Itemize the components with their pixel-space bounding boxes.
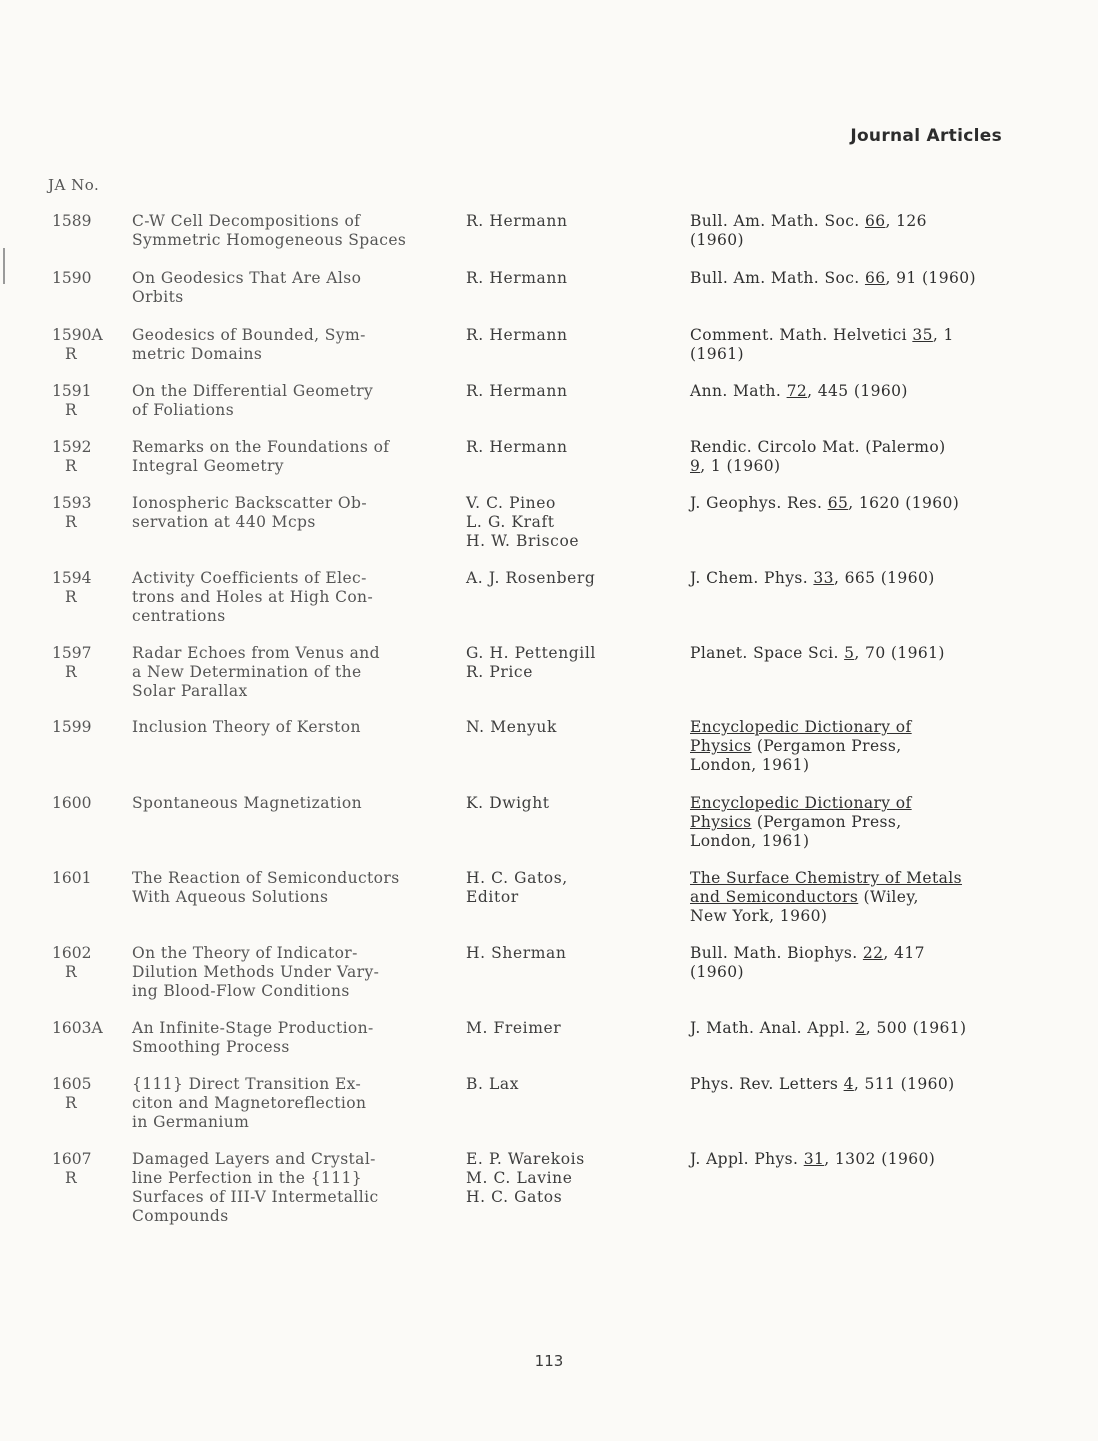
author-line: R. Hermann (466, 438, 568, 456)
section-title: Journal Articles (850, 126, 1002, 146)
title-line: An Infinite-Stage Production- (132, 1019, 374, 1037)
entry-title (132, 494, 452, 532)
title-line: Smoothing Process (132, 1038, 290, 1056)
entry-number-cell (52, 269, 122, 288)
reference-line: Bull. Math. Biophys. 22, 417 (690, 944, 925, 962)
entry-number-cell (52, 569, 122, 607)
column-label: JA No. (48, 176, 100, 194)
title-line: On Geodesics That Are Also (132, 269, 362, 287)
reference-line (690, 869, 1010, 888)
title-line: Geodesics of Bounded, Sym- (132, 326, 366, 344)
page-number: 113 (534, 1352, 564, 1370)
entry-title (132, 718, 452, 737)
entry-title (132, 438, 452, 476)
entry-reference (690, 1075, 1010, 1094)
underlined-text: 33 (813, 569, 834, 587)
entry-authors (466, 326, 676, 345)
title-line: ing Blood-Flow Conditions (132, 982, 350, 1000)
entry-authors (466, 1150, 676, 1207)
reference-line: (1960) (690, 963, 744, 981)
entry-title (132, 569, 452, 626)
entry-reference (690, 869, 1010, 926)
entry-number: 1590A (52, 326, 103, 344)
entry-authors (466, 718, 676, 737)
entry-number: 1592 (52, 438, 92, 456)
entry-number: 1599 (52, 718, 92, 736)
reference-line: Physics (Pergamon Press, (690, 813, 902, 831)
entry-title (132, 644, 452, 701)
author-line: G. H. Pettengill (466, 644, 596, 662)
underlined-text: 31 (803, 1150, 825, 1168)
reference-line: J. Math. Anal. Appl. 2, 500 (1961) (690, 1019, 967, 1037)
reference-line: J. Chem. Phys. 33, 665 (1960) (690, 569, 935, 587)
reference-line: Physics (Pergamon Press, (690, 737, 902, 755)
underlined-text: 66 (864, 269, 886, 287)
entry-reference (690, 569, 1010, 588)
title-line: Orbits (132, 288, 184, 306)
reference-line: Bull. Am. Math. Soc. 66, 91 (1960) (690, 269, 976, 287)
entry-authors (466, 1019, 676, 1038)
entry-title (132, 212, 452, 250)
underlined-text: 66 (864, 212, 886, 230)
entry-number: 1591 (52, 382, 92, 400)
entry-authors (466, 1075, 676, 1094)
entry-suffix: R (65, 1094, 77, 1112)
entry-reference (690, 382, 1010, 401)
title-line: Spontaneous Magnetization (132, 794, 362, 812)
title-line: Symmetric Homogeneous Spaces (132, 231, 407, 249)
title-line: Damaged Layers and Crystal- (132, 1150, 376, 1168)
author-line: B. Lax (466, 1075, 520, 1093)
entry-title (132, 944, 452, 1001)
entry-authors (466, 944, 676, 963)
author-line: A. J. Rosenberg (466, 569, 596, 587)
underlined-text: 9 (690, 457, 701, 475)
entry-title (132, 1075, 452, 1132)
entry-number: 1602 (52, 944, 92, 962)
author-line: H. W. Briscoe (466, 532, 580, 550)
entry-reference (690, 1019, 1010, 1038)
reference-line: J. Geophys. Res. 65, 1620 (1960) (690, 494, 960, 512)
title-line: C-W Cell Decompositions of (132, 212, 361, 230)
entry-number-cell (52, 869, 122, 888)
underlined-text: Encyclopedic Dictionary of (690, 794, 912, 812)
title-line: citon and Magnetoreflection (132, 1094, 367, 1112)
entry-number: 1607 (52, 1150, 92, 1168)
entry-suffix: R (65, 457, 77, 475)
title-line: On the Differential Geometry (132, 382, 374, 400)
title-line: The Reaction of Semiconductors (132, 869, 400, 887)
entry-number-cell (52, 718, 122, 737)
reference-line (690, 718, 1010, 737)
entry-number: 1603A (52, 1019, 103, 1037)
title-line: servation at 440 Mcps (132, 513, 316, 531)
underlined-text: 5 (844, 644, 855, 662)
author-line: K. Dwight (466, 794, 550, 812)
entry-number-cell (52, 212, 122, 231)
entry-authors (466, 269, 676, 288)
entry-number-cell (52, 326, 122, 364)
author-line: R. Hermann (466, 269, 568, 287)
entry-number: 1590 (52, 269, 92, 287)
author-line: N. Menyuk (466, 718, 557, 736)
entry-reference (690, 794, 1010, 851)
title-line: Compounds (132, 1207, 229, 1225)
author-line: R. Hermann (466, 212, 568, 230)
title-line: Remarks on the Foundations of (132, 438, 390, 456)
entry-authors (466, 438, 676, 457)
underlined-text: 22 (862, 944, 884, 962)
entry-reference (690, 269, 1010, 288)
author-line: R. Price (466, 663, 533, 681)
title-line: Integral Geometry (132, 457, 284, 475)
entry-reference (690, 438, 1010, 476)
entry-suffix: R (65, 513, 77, 531)
reference-line: (1960) (690, 231, 744, 249)
reference-line: 9, 1 (1960) (690, 457, 781, 475)
entry-number-cell (52, 944, 122, 982)
author-line: H. Sherman (466, 944, 567, 962)
underlined-text: 2 (855, 1019, 866, 1037)
entry-number: 1605 (52, 1075, 92, 1093)
entry-number: 1597 (52, 644, 92, 662)
reference-line: New York, 1960) (690, 907, 828, 925)
entry-authors (466, 644, 676, 682)
underlined-text: Physics (690, 737, 752, 755)
reference-line: J. Appl. Phys. 31, 1302 (1960) (690, 1150, 936, 1168)
entry-reference (690, 494, 1010, 513)
reference-line: Rendic. Circolo Mat. (Palermo) (690, 438, 946, 456)
entry-reference (690, 644, 1010, 663)
reference-line: London, 1961) (690, 756, 810, 774)
margin-mark (3, 248, 5, 284)
entry-title (132, 869, 452, 907)
underlined-text: 65 (827, 494, 849, 512)
title-line: Solar Parallax (132, 682, 248, 700)
entry-number-cell (52, 382, 122, 420)
entry-number-cell (52, 1150, 122, 1188)
reference-line: Comment. Math. Helvetici 35, 1 (690, 326, 954, 344)
author-line: R. Hermann (466, 326, 568, 344)
title-line: trons and Holes at High Con- (132, 588, 374, 606)
entry-number-cell (52, 794, 122, 813)
author-line: M. C. Lavine (466, 1169, 573, 1187)
entry-number: 1600 (52, 794, 92, 812)
entry-authors (466, 212, 676, 231)
entry-number-cell (52, 1019, 122, 1038)
underlined-text: Encyclopedic Dictionary of (690, 718, 912, 736)
entry-authors (466, 569, 676, 588)
author-line: M. Freimer (466, 1019, 562, 1037)
reference-line: and Semiconductors (Wiley, (690, 888, 919, 906)
entry-number-cell (52, 438, 122, 476)
title-line: Dilution Methods Under Vary- (132, 963, 380, 981)
underlined-text: 35 (912, 326, 933, 344)
entry-suffix: R (65, 663, 77, 681)
entry-number: 1593 (52, 494, 92, 512)
reference-line: Ann. Math. 72, 445 (1960) (690, 382, 908, 400)
title-line: On the Theory of Indicator- (132, 944, 358, 962)
entry-suffix: R (65, 401, 77, 419)
entry-authors (466, 382, 676, 401)
title-line: metric Domains (132, 345, 263, 363)
entry-authors (466, 494, 676, 551)
author-line: E. P. Warekois (466, 1150, 585, 1168)
entry-reference (690, 944, 1010, 982)
reference-line (690, 794, 1010, 813)
reference-line: Bull. Am. Math. Soc. 66, 126 (690, 212, 927, 230)
author-line: L. G. Kraft (466, 513, 555, 531)
entry-authors (466, 869, 676, 907)
title-line: Activity Coefficients of Elec- (132, 569, 367, 587)
underlined-text: Physics (690, 813, 752, 831)
entry-number-cell (52, 494, 122, 532)
author-line: R. Hermann (466, 382, 568, 400)
entry-number: 1601 (52, 869, 92, 887)
entry-reference (690, 718, 1010, 775)
author-line: H. C. Gatos, (466, 869, 568, 887)
reference-line: (1961) (690, 345, 744, 363)
entry-title (132, 382, 452, 420)
title-line: of Foliations (132, 401, 235, 419)
entry-title (132, 794, 452, 813)
entry-number-cell (52, 644, 122, 682)
title-line: With Aqueous Solutions (132, 888, 329, 906)
title-line: Ionospheric Backscatter Ob- (132, 494, 367, 512)
title-line: {111} Direct Transition Ex- (132, 1075, 362, 1093)
title-line: Inclusion Theory of Kerston (132, 718, 361, 736)
title-line: in Germanium (132, 1113, 250, 1131)
entry-title (132, 1019, 452, 1057)
entry-suffix: R (65, 345, 77, 363)
title-line: a New Determination of the (132, 663, 362, 681)
entry-reference (690, 326, 1010, 364)
underlined-text: The Surface Chemistry of Metals (690, 869, 962, 887)
entry-title (132, 1150, 452, 1226)
title-line: Radar Echoes from Venus and (132, 644, 380, 662)
underlined-text: 72 (786, 382, 808, 400)
reference-line: Phys. Rev. Letters 4, 511 (1960) (690, 1075, 955, 1093)
underlined-text: and Semiconductors (690, 888, 859, 906)
underlined-text: 4 (843, 1075, 854, 1093)
title-line: Surfaces of III-V Intermetallic (132, 1188, 379, 1206)
reference-line: London, 1961) (690, 832, 810, 850)
entry-number-cell (52, 1075, 122, 1113)
author-line: H. C. Gatos (466, 1188, 563, 1206)
entry-number: 1594 (52, 569, 92, 587)
entry-title (132, 326, 452, 364)
author-line: Editor (466, 888, 519, 906)
entry-number: 1589 (52, 212, 92, 230)
entry-reference (690, 1150, 1010, 1169)
entry-reference (690, 212, 1010, 250)
entry-suffix: R (65, 963, 77, 981)
entry-title (132, 269, 452, 307)
title-line: centrations (132, 607, 226, 625)
author-line: V. C. Pineo (466, 494, 556, 512)
entry-authors (466, 794, 676, 813)
title-line: line Perfection in the {111} (132, 1169, 363, 1187)
entry-suffix: R (65, 588, 77, 606)
entry-suffix: R (65, 1169, 77, 1187)
reference-line: Planet. Space Sci. 5, 70 (1961) (690, 644, 945, 662)
